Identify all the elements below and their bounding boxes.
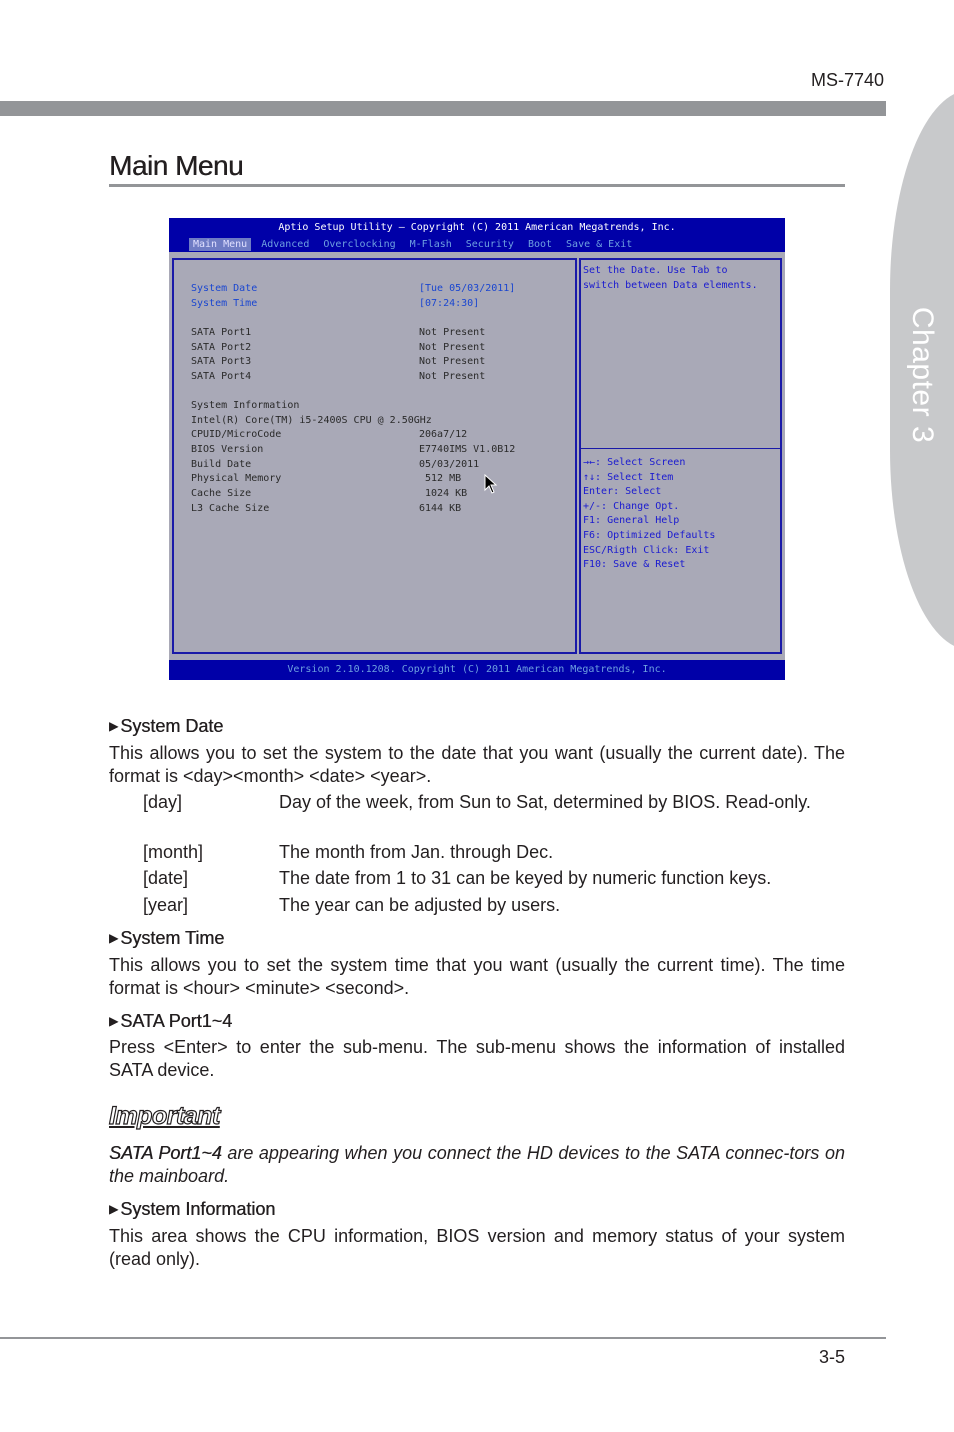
bios-setting-value: 206a7/12 — [419, 429, 468, 440]
bios-settings-panel — [172, 258, 577, 654]
bios-key-hint: ↑↓: Select Item — [583, 471, 674, 483]
section-heading-system-date: ▶ System Date — [109, 716, 224, 736]
bios-key-hint: +/-: Change Opt. — [583, 500, 680, 512]
paragraph-sata-port: Press <Enter> to enter the sub-menu. The sub-menu shows the information of installed SATA device. — [109, 1037, 845, 1080]
triangle-bullet-icon: ▶ — [109, 1202, 119, 1216]
section-heading-system-information: ▶ System Information — [109, 1199, 276, 1219]
bios-help-panel — [579, 258, 782, 654]
bios-setting-label: BIOS Version — [191, 444, 264, 455]
definition-desc: The month from Jan. through Dec. — [279, 842, 554, 862]
important-text: are appearing when you connect the HD devices to the SATA connec-tors on the mainboard. — [109, 1143, 845, 1186]
bios-key-hint: →←: Select Screen — [583, 457, 686, 468]
bios-header — [169, 218, 785, 252]
important-note — [109, 1142, 845, 1188]
bios-tab-save-exit[interactable]: Save & Exit — [566, 239, 633, 250]
bios-setting-value: 1024 KB — [419, 488, 468, 499]
bios-key-hint: Enter: Select — [583, 486, 662, 498]
definition-term: [day] — [143, 792, 183, 812]
bios-setting-label: Cache Size — [191, 488, 252, 499]
bios-setting-label: SATA Port4 — [191, 371, 252, 382]
chapter-label: Chapter 3 — [906, 306, 939, 444]
triangle-bullet-icon: ▶ — [109, 1014, 119, 1028]
definition-row — [143, 894, 845, 917]
bios-setting-label: L3 Cache Size — [191, 503, 270, 514]
bios-setting-value: 6144 KB — [419, 503, 462, 514]
page-number: 3-5 — [818, 1347, 845, 1367]
bios-setting-label: Intel(R) Core(TM) i5-2400S CPU @ 2.50GHz — [191, 415, 432, 426]
bios-tab-security[interactable]: Security — [465, 239, 514, 250]
important-heading: Important — [109, 1102, 220, 1130]
bios-footer — [169, 660, 785, 680]
definition-row — [143, 841, 845, 864]
bios-tab-advanced[interactable]: Advanced — [261, 239, 310, 250]
bios-key-hint: F6: Optimized Defaults — [583, 530, 716, 541]
bios-tab-overclocking[interactable]: Overclocking — [323, 239, 396, 250]
bios-setting-label: CPUID/MicroCode — [191, 429, 282, 440]
bios-tab-m-flash[interactable]: M-Flash — [409, 239, 452, 250]
bios-key-hint: F1: General Help — [583, 515, 680, 527]
bios-key-hint: ESC/Rigth Click: Exit — [583, 544, 710, 556]
definition-term: [date] — [143, 868, 189, 888]
bios-setting-label: Build Date — [191, 459, 252, 470]
important-emphasis: SATA Port1~4 — [109, 1143, 222, 1163]
bios-setting-label: Physical Memory — [191, 473, 282, 484]
bios-setting-label: SATA Port3 — [191, 356, 252, 367]
bios-setting-value: Not Present — [419, 371, 486, 382]
triangle-bullet-icon: ▶ — [109, 719, 119, 733]
section-heading-sata-port: ▶ SATA Port1~4 — [109, 1011, 233, 1031]
header-bar — [0, 101, 886, 116]
bios-setting-value: Not Present — [419, 342, 486, 353]
bios-title: Aptio Setup Utility – Copyright (C) 2011 American Megatrends, Inc. — [278, 222, 676, 233]
title-rule — [109, 184, 845, 187]
bios-tab-boot[interactable]: Boot — [527, 239, 553, 250]
definition-desc: The year can be adjusted by users. — [279, 895, 561, 915]
bios-body — [169, 252, 785, 660]
paragraph-system-information: This area shows the CPU information, BIOS version and memory status of your system (read only). — [109, 1226, 845, 1269]
definition-row — [143, 867, 845, 890]
definition-term: [month] — [143, 842, 204, 862]
bios-tabs — [189, 238, 636, 251]
bios-setting-label: SATA Port1 — [191, 327, 252, 338]
definition-desc: The date from 1 to 31 can be keyed by numeric function keys. — [279, 868, 772, 888]
bios-setting-value: Not Present — [419, 356, 486, 367]
triangle-bullet-icon: ▶ — [109, 931, 119, 945]
definition-desc: Day of the week, from Sun to Sat, determined by BIOS. Read-only. — [279, 792, 811, 812]
section-heading-system-time: ▶ System Time — [109, 928, 225, 948]
paragraph-system-time: This allows you to set the system time that you want (usually the current time). The time format is <hour> <minute> <second>. — [109, 955, 845, 998]
model-number: MS-7740 — [810, 70, 884, 90]
mouse-cursor-icon — [484, 474, 498, 494]
bios-footer-text: Version 2.10.1208. Copyright (C) 2011 American Megatrends, Inc. — [287, 664, 667, 675]
bios-setting-value: 05/03/2011 — [419, 459, 480, 470]
bios-setting-value: 512 MB — [419, 473, 462, 484]
bios-tab-main-menu[interactable]: Main Menu — [189, 238, 251, 251]
bios-screenshot — [169, 218, 785, 680]
bios-setting-label: SATA Port2 — [191, 342, 252, 353]
bios-setting-value[interactable]: [Tue 05/03/2011] — [419, 283, 516, 294]
bios-help-line: switch between Data elements. — [583, 279, 758, 291]
bios-setting-label: System Information — [191, 400, 300, 411]
bios-help-separator — [581, 448, 780, 449]
bios-setting-value: E7740IMS V1.0B12 — [419, 444, 516, 455]
definition-term: [year] — [143, 895, 189, 915]
bios-setting-label: System Time — [191, 298, 258, 309]
bios-key-hint: F10: Save & Reset — [583, 559, 686, 571]
definition-row — [143, 791, 845, 837]
page-title: Main Menu — [109, 150, 244, 181]
footer-rule — [0, 1337, 886, 1339]
paragraph-system-date: This allows you to set the system to the date that you want (usually the current date). The format is <day><month> <date> <year>. — [109, 743, 845, 786]
bios-setting-value: Not Present — [419, 327, 486, 338]
bios-setting-label: System Date — [191, 283, 258, 294]
bios-setting-value[interactable]: [07:24:30] — [419, 298, 480, 309]
bios-help-line: Set the Date. Use Tab to — [583, 265, 728, 276]
